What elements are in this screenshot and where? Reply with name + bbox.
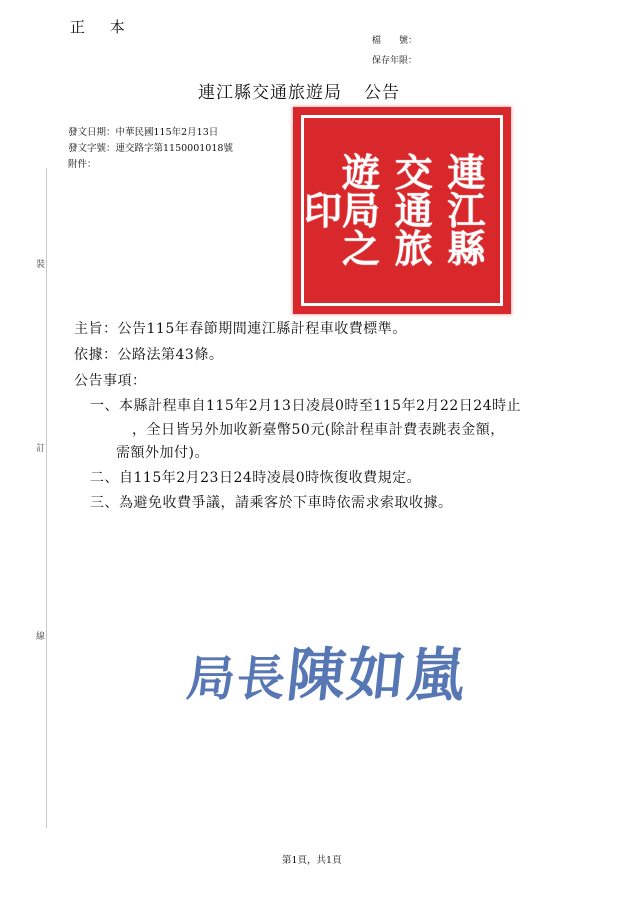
notice-item-2: 二、自115年2月23日24時凌晨0時恢復收費規定。 — [90, 470, 422, 486]
seal-frame — [301, 115, 503, 306]
notice-item-3: 三、為避免收費爭議，請乘客於下車時依需求索取收據。 — [90, 495, 453, 511]
seal-column — [395, 122, 448, 299]
seal-text: 遊局之 — [342, 149, 381, 271]
document-title — [198, 78, 400, 103]
issue-date: 發文日期：中華民國115年2月13日 — [68, 127, 219, 138]
document-type: 公告 — [364, 83, 400, 103]
binding-line — [46, 168, 47, 828]
official-seal — [293, 107, 511, 314]
notice-item-1: 一、本縣計程車自115年2月13日凌晨0時至115年2月22日24時止 — [90, 398, 522, 414]
file-number-label: 檔 號： — [372, 36, 418, 46]
retention-period-label: 保存年限： — [372, 56, 418, 66]
signature-name: 陳如嵐 — [283, 641, 472, 709]
signature-stamp — [184, 628, 473, 712]
issue-number: 發文字號：連交路字第1150001018號 — [68, 143, 233, 154]
seal-column — [342, 122, 395, 299]
seal-column — [304, 122, 342, 299]
signature-title: 局長 — [184, 651, 291, 707]
subject-line: 主旨：公告115年春節期間連江縣計程車收費標準。 — [74, 321, 407, 337]
agency-name: 連江縣交通旅遊局 — [198, 83, 342, 103]
seal-text: 印 — [304, 187, 343, 233]
notice-item-1-continued: 需額外加付)。 — [116, 445, 209, 461]
basis-line: 依據：公路法第43條。 — [74, 347, 224, 363]
seal-column — [447, 122, 500, 299]
notice-item-1-continued: ，全日皆另外加收新臺幣50元(除計程車計費表跳表金額， — [132, 422, 505, 438]
binding-mark-zhuang: 裝 — [36, 256, 45, 271]
original-copy-label: 正 本 — [70, 18, 135, 36]
binding-mark-xian: 線 — [36, 628, 45, 643]
binding-mark-ding: 訂 — [36, 440, 45, 455]
attachment-label: 附件： — [68, 159, 97, 170]
seal-text: 交通旅 — [394, 149, 433, 271]
items-heading: 公告事項： — [74, 373, 147, 389]
seal-text: 連江縣 — [447, 149, 486, 271]
page-number: 第1頁，共1頁 — [282, 855, 342, 866]
